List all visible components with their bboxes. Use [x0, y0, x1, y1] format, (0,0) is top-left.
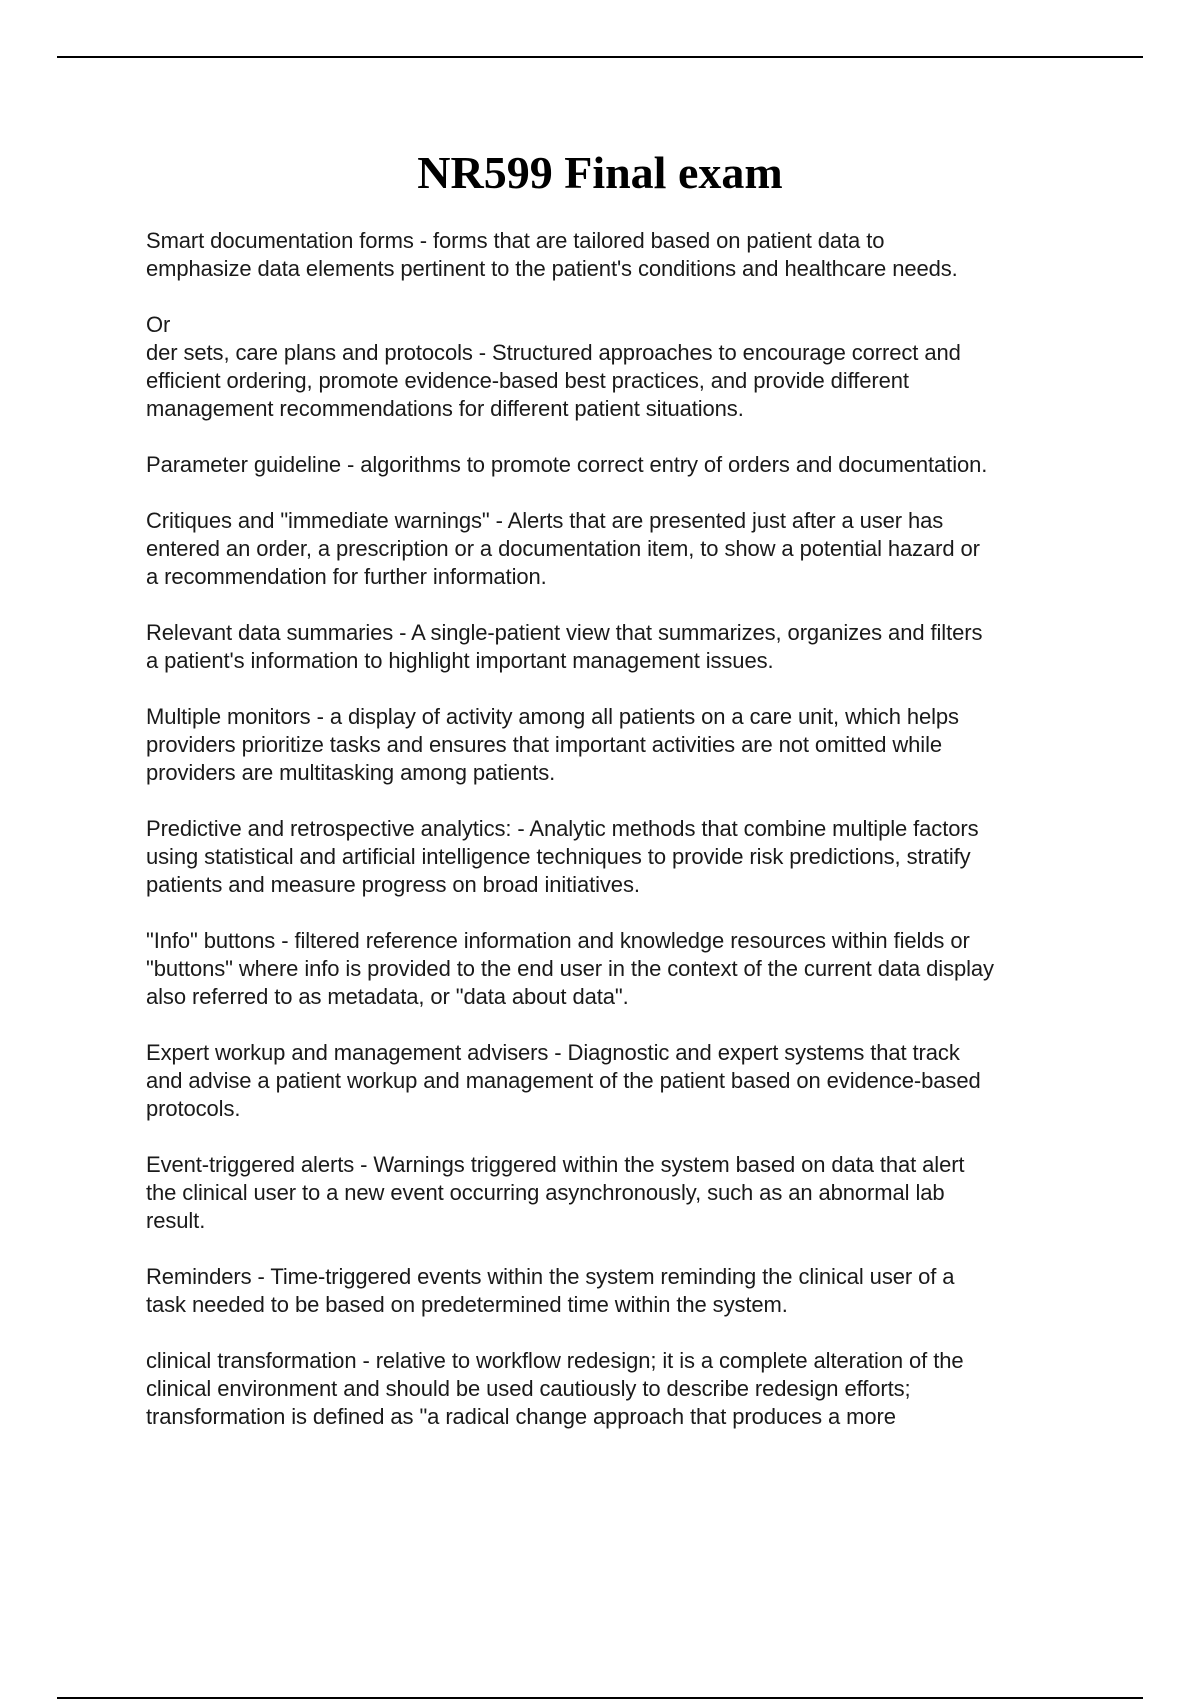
entry-clinical-transformation: clinical transformation - relative to workflow redesign; it is a complete alteration of the clinical environment and should be used cautiously to describe redesign efforts; transformation is defined as "a radical change approach that produces a more	[146, 1348, 964, 1429]
entry-event-triggered-alerts: Event-triggered alerts - Warnings triggered within the system based on data that alert the clinical user to a new event occurring asynchronously, such as an abnormal lab result.	[146, 1152, 965, 1233]
entry-critiques-warnings: Critiques and "immediate warnings" - Alerts that are presented just after a user has entered an order, a prescription or a documentation item, to show a potential hazard or a recommendation for further information.	[146, 508, 980, 589]
top-rule	[57, 56, 1143, 58]
page-title: NR599 Final exam	[417, 147, 783, 198]
entry-reminders: Reminders - Time-triggered events within the system reminding the clinical user of a task needed to be based on predetermined time within the system.	[146, 1264, 955, 1317]
entry-predictive-analytics: Predictive and retrospective analytics: - Analytic methods that combine multiple factors using statistical and artificial intelligence techniques to provide risk predictions, stratify patients and measure progress on broad initiatives.	[146, 816, 979, 897]
document-body	[146, 227, 1096, 1459]
entry-parameter-guideline: Parameter guideline - algorithms to promote correct entry of orders and documentation.	[146, 452, 988, 477]
entry-smart-documentation-forms: Smart documentation forms - forms that are tailored based on patient data to emphasize data elements pertinent to the patient's conditions and healthcare needs.	[146, 228, 958, 281]
entry-multiple-monitors: Multiple monitors - a display of activity among all patients on a care unit, which helps providers prioritize tasks and ensures that important activities are not omitted while providers are multitasking among patients.	[146, 704, 959, 785]
entry-expert-workup: Expert workup and management advisers - Diagnostic and expert systems that track and advise a patient workup and management of the patient based on evidence-based protocols.	[146, 1040, 981, 1121]
entry-relevant-data-summaries: Relevant data summaries - A single-patient view that summarizes, organizes and filters a patient's information to highlight important management issues.	[146, 620, 983, 673]
entry-order-sets: Or der sets, care plans and protocols - Structured approaches to encourage correct and efficient ordering, promote evidence-based best practices, and provide different management recommendations for different patient situations.	[146, 312, 961, 421]
bottom-rule	[57, 1697, 1143, 1699]
entry-info-buttons: "Info" buttons - filtered reference information and knowledge resources within fields or "buttons" where info is provided to the end user in the context of the current data display also referred to as metadata, or "data about data".	[146, 928, 994, 1009]
